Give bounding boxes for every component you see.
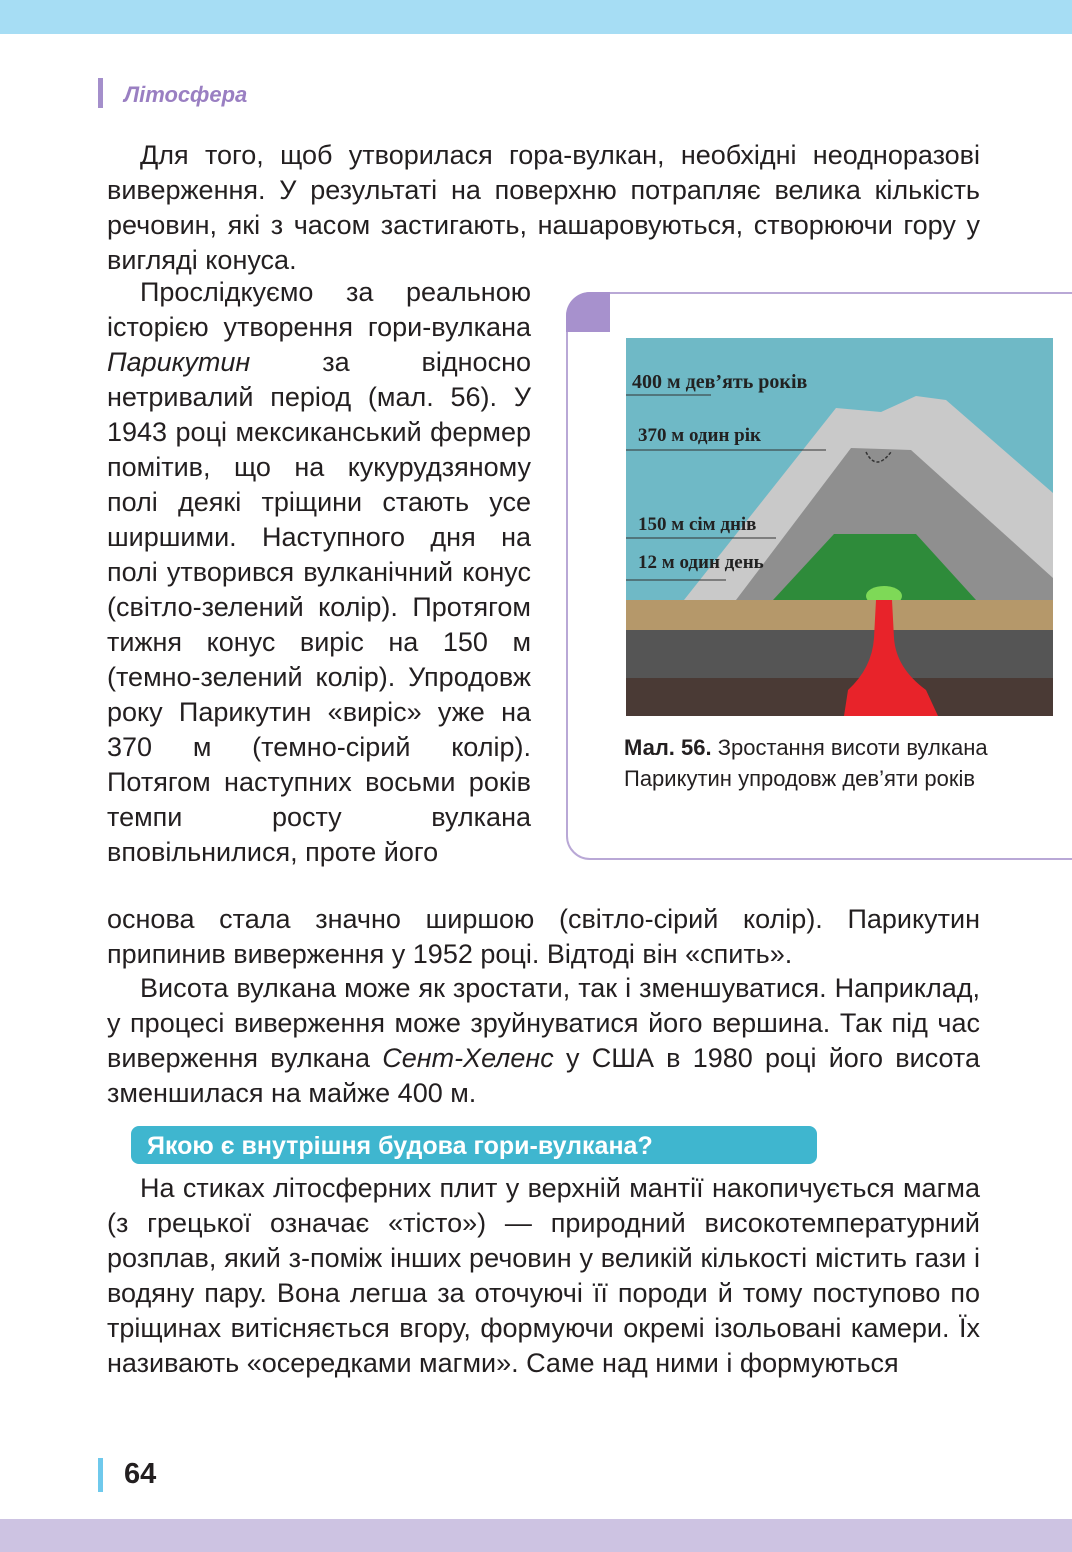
- text-span: за відносно нетривалий період (мал. 56). У 1943 році мексиканський фермер помітив, що на кукурудзяному полі деякі тріщини стають усе ширшими. Наступного дня на полі утворився вулканічний конус (світло-зелений колір). Протягом тижня конус виріс на 150 м (темно-зелений колір). Упродовж року Парикутин «виріс» уже на 370 м (темно-сірий колір). Потягом наступних восьми років темпи росту вулкана вповільнилися, проте його: [107, 347, 531, 867]
- bottom-color-band: [0, 1519, 1072, 1552]
- soil-layer: [626, 600, 1053, 630]
- page-number: 64: [124, 1458, 157, 1490]
- paragraph-height-change: [107, 971, 980, 1111]
- figure-caption-label: Мал. 56.: [624, 735, 712, 760]
- volcano-name-parikutin: Парикутин: [107, 347, 251, 377]
- rock-layer: [626, 630, 1053, 678]
- section-marker-bar: [98, 78, 103, 108]
- deep-layer: [626, 678, 1053, 716]
- text-span: Висота вулкана може як зростати, так і зменшуватися. Наприклад, у процесі виверження може зруйнуватися його вершина. Так під час виверження вулкана: [107, 973, 980, 1073]
- top-color-band: [0, 0, 1072, 34]
- figure-caption-text: Зростання висоти вулкана Парикутин упродовж дев’яти років: [624, 735, 988, 791]
- paragraph-parikutin-end: основа стала значно ширшою (світло-сірий колір). Парикутин припинив виверження у 1952 році. Відтоді він «спить».: [107, 904, 980, 969]
- paragraph-parikutin-history: [107, 275, 531, 870]
- volcano-growth-diagram: [626, 338, 1053, 716]
- figure-corner-tab: [566, 292, 610, 332]
- page-number-bar: [98, 1458, 103, 1492]
- text-span: у США в 1980 році його висота зменшилася на майже 400 м.: [107, 1043, 980, 1108]
- subheading-volcano-structure: Якою є внутрішня будова гори-вулкана?: [131, 1126, 817, 1164]
- label-400m-nine-years: 400 м дев’ять років: [632, 371, 808, 393]
- label-150m-seven-days: 150 м сім днів: [638, 514, 757, 535]
- figure-caption: [624, 732, 1004, 794]
- paragraph-magma: На стиках літосферних плит у верхній мантії накопичується магма (з грецької означає «тісто») — природний високотемпературний розплав, який з-поміж інших речовин у великій кількості містить гази і водяну пару. Вона легша за оточуючі її породи й тому поступово по тріщинах витісняється вгору, формуючи окремі ізольовані камери. Їх називають «осередками магми». Саме над ними і формуються: [107, 1173, 980, 1378]
- paragraph-intro: Для того, щоб утворилася гора-вулкан, необхідні неодноразові виверження. У результаті на поверхню потрапляє велика кількість речовин, які з часом застигають, нашаровуються, створюючи гору у вигляді конуса.: [107, 140, 980, 275]
- section-title: Літосфера: [124, 82, 248, 107]
- volcano-name-st-helens: Сент-Хеленс: [382, 1043, 554, 1073]
- text-span: Прослідкуємо за реальною історією утворення гори-вулкана: [107, 277, 531, 342]
- label-370m-one-year: 370 м один рік: [638, 425, 761, 446]
- label-12m-one-day: 12 м один день: [638, 552, 764, 573]
